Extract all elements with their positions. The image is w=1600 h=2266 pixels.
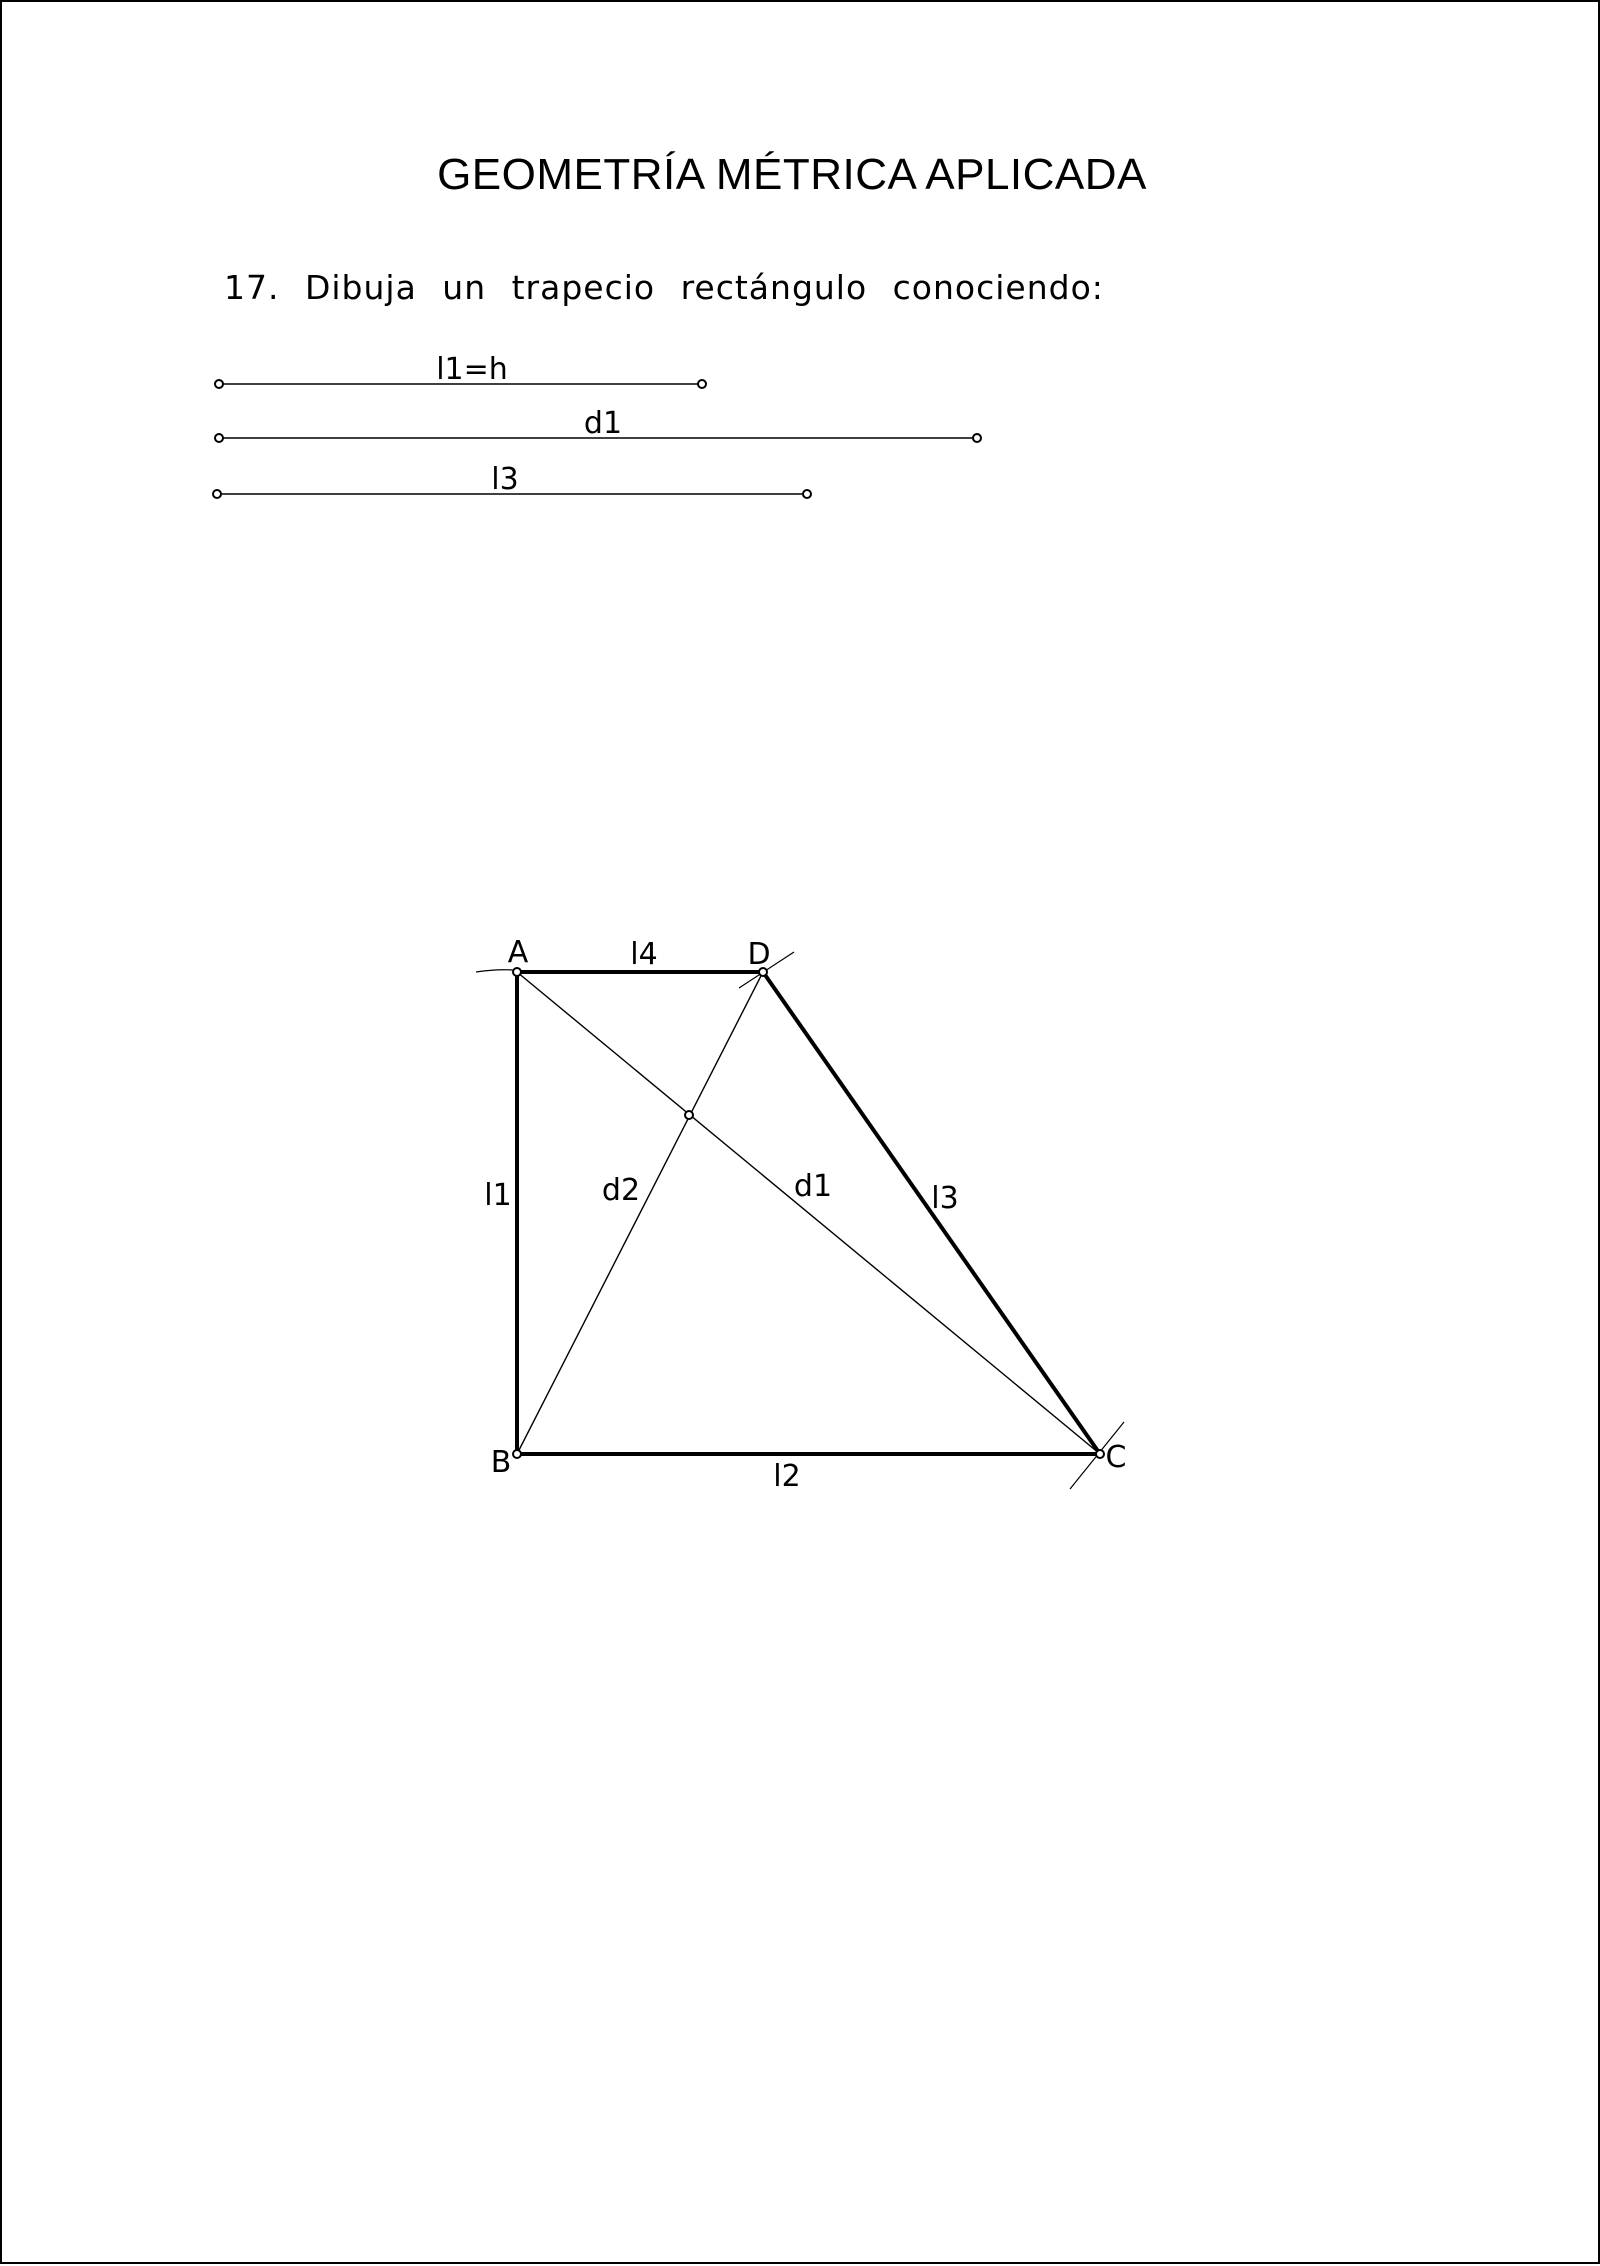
problem-statement: 17. Dibuja un trapecio rectángulo conociendo: (224, 268, 1104, 307)
side-l3-label: l3 (931, 1181, 959, 1216)
diagonal-intersection-point (685, 1111, 693, 1119)
given-segment-l3 (213, 462, 811, 498)
diagonal-d1 (517, 972, 1100, 1454)
vertex-a-label: A (507, 935, 529, 970)
side-l1-label: l1 (484, 1178, 512, 1213)
side-l4-label: l4 (630, 937, 658, 972)
given-segment-d1-label: d1 (583, 406, 623, 441)
diagonal-d2-label: d2 (601, 1173, 641, 1208)
page-title: GEOMETRÍA MÉTRICA APLICADA (437, 150, 1147, 199)
side-l2-label: l2 (773, 1459, 801, 1494)
vertex-c-point (1096, 1450, 1104, 1458)
diagonal-d2 (517, 972, 763, 1454)
vertex-d-label: D (747, 937, 771, 972)
diagonal-d1-label: d1 (793, 1169, 833, 1204)
given-segment-l1-label: l1=h (436, 352, 508, 387)
given-segment-l3-label: l3 (491, 462, 519, 497)
vertex-b-label: B (490, 1445, 512, 1480)
given-segment-d1 (215, 406, 981, 442)
vertex-b-point (513, 1450, 521, 1458)
given-segment-l1 (215, 352, 706, 388)
geometry-drawing (2, 2, 1600, 2266)
vertex-c-label: C (1105, 1440, 1127, 1475)
